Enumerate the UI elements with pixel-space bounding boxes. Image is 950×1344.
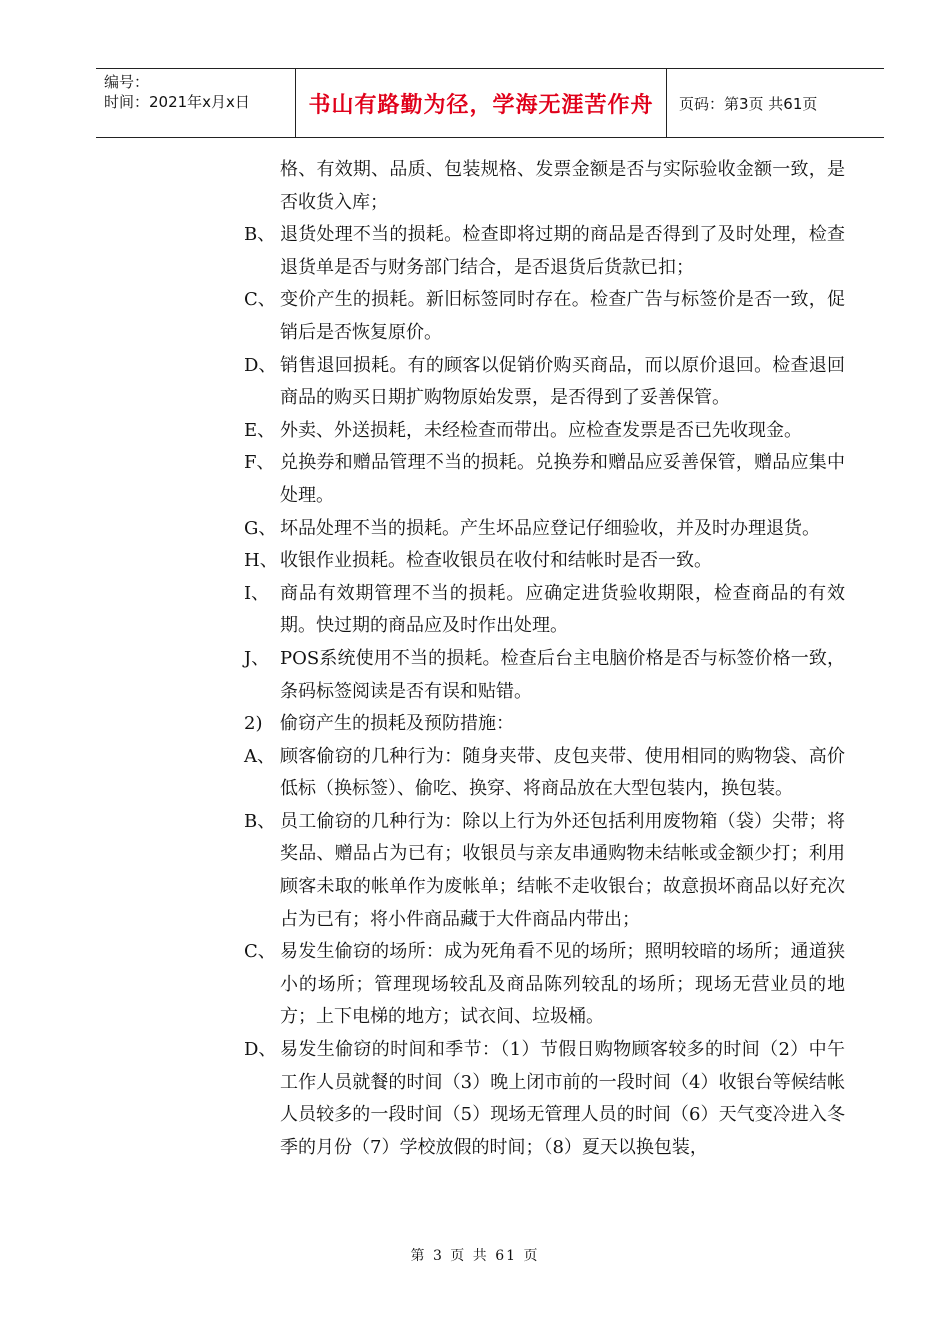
item-text: 偷窃产生的损耗及预防措施： bbox=[280, 713, 514, 735]
item-text: 变价产生的损耗。新旧标签同时存在。检查广告与标签价是否一致，促销后是否恢复原价。 bbox=[280, 289, 845, 343]
item-label: B、 bbox=[244, 810, 276, 832]
item-label: F、 bbox=[244, 452, 275, 474]
item-label: D、 bbox=[244, 1039, 277, 1061]
item-text: 退货处理不当的损耗。检查即将过期的商品是否得到了及时处理，检查退货单是否与财务部门结合，是否退货后货款已扣； bbox=[280, 224, 845, 278]
list-item bbox=[0, 545, 950, 578]
item-label: B、 bbox=[244, 224, 276, 246]
item-label: I、 bbox=[244, 582, 270, 604]
list-item bbox=[0, 741, 950, 806]
item-text: POS系统使用不当的损耗。检查后台主电脑价格是否与标签价格一致，条码标签阅读是否有误和贴错。 bbox=[280, 647, 845, 702]
item-text: 外卖、外送损耗，未经检查而带出。应检查发票是否已先收现金。 bbox=[280, 419, 802, 441]
item-text: 员工偷窃的几种行为：除以上行为外还包括利用废物箱（袋）尖带；将奖品、赠品占为已有；收银员与亲友串通购物未结帐或金额少打；利用顾客未取的帐单作为废帐单；结帐不走收银台；故意损坏商品以好充次占为已有；将小件商品藏于大件商品内带出； bbox=[280, 810, 845, 930]
list-item bbox=[0, 578, 950, 643]
item-label: C、 bbox=[244, 941, 276, 963]
header-motto: 书山有路勤为径，学海无涯苦作舟 bbox=[296, 69, 667, 137]
list-item bbox=[0, 447, 950, 512]
item-label: H、 bbox=[244, 550, 278, 572]
list-item bbox=[0, 643, 950, 708]
item-label: D、 bbox=[244, 354, 277, 376]
item-label: C、 bbox=[244, 289, 276, 311]
list-item bbox=[0, 936, 950, 1034]
item-text: 销售退回损耗。有的顾客以促销价购买商品，而以原价退回。检查退回商品的购买日期扩购物原始发票，是否得到了妥善保管。 bbox=[280, 354, 845, 409]
item-label: E、 bbox=[244, 419, 276, 441]
section-heading bbox=[0, 708, 950, 741]
item-text: 顾客偷窃的几种行为：随身夹带、皮包夹带、使用相同的购物袋、高价低标（换标签）、偷吃、换穿、将商品放在大型包装内，换包装。 bbox=[280, 745, 845, 800]
item-text: 易发生偷窃的场所：成为死角看不见的场所；照明较暗的场所；通道狭小的场所；管理现场较乱及商品陈列较乱的场所；现场无营业员的地方；上下电梯的地方；试衣间、垃圾桶。 bbox=[280, 941, 845, 1028]
list-item bbox=[0, 513, 950, 546]
item-label: 2) bbox=[244, 713, 263, 735]
list-item bbox=[0, 415, 950, 448]
list-item bbox=[0, 154, 950, 219]
item-text: 格、有效期、品质、包装规格、发票金额是否与实际验收金额一致，是否收货入库； bbox=[280, 159, 845, 213]
document-body bbox=[0, 154, 950, 1164]
list-item bbox=[0, 1034, 950, 1164]
list-item bbox=[0, 806, 950, 936]
list-item bbox=[0, 350, 950, 415]
item-text: 坏品处理不当的损耗。产生坏品应登记仔细验收，并及时办理退货。 bbox=[280, 517, 820, 539]
item-label: J、 bbox=[244, 647, 270, 669]
item-label: G、 bbox=[244, 517, 277, 539]
item-text: 易发生偷窃的时间和季节：（1）节假日购物顾客较多的时间（2）中午工作人员就餐的时间（3）晚上闭市前的一段时间（4）收银台等候结帐人员较多的一段时间（5）现场无管理人员的时间（6）天气变冷进入冬季的月份（7）学校放假的时间；（8）夏天以换包装， bbox=[280, 1039, 845, 1158]
list-item bbox=[0, 284, 950, 349]
list-item bbox=[0, 219, 950, 284]
header-page-number: 页码：第3页 共61页 bbox=[679, 94, 818, 113]
item-text: 兑换券和赠品管理不当的损耗。兑换券和赠品应妥善保管，赠品应集中处理。 bbox=[280, 452, 845, 506]
item-text: 商品有效期管理不当的损耗。应确定进货验收期限，检查商品的有效期。快过期的商品应及时作出处理。 bbox=[280, 582, 845, 637]
time-label: 时间：2021年x月x日 bbox=[104, 93, 250, 111]
page-footer: 第 3 页 共 61 页 bbox=[410, 1248, 540, 1264]
header-meta bbox=[96, 69, 296, 137]
serial-label: 编号： bbox=[104, 73, 150, 91]
item-label: A、 bbox=[244, 745, 275, 767]
page-header bbox=[96, 68, 884, 138]
item-text: 收银作业损耗。检查收银员在收付和结帐时是否一致。 bbox=[280, 550, 712, 572]
